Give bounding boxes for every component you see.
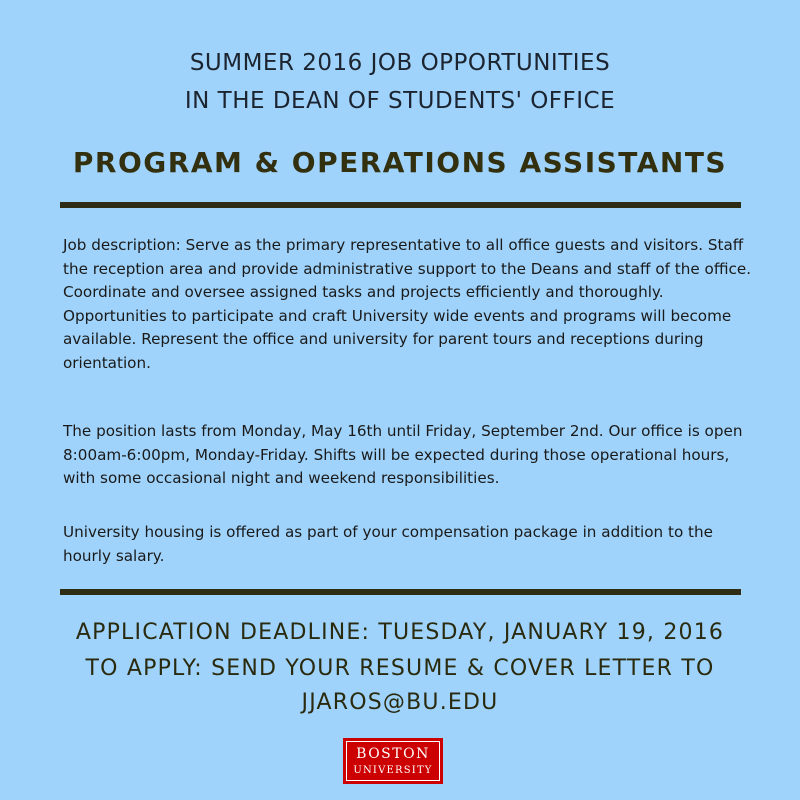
logo-word-university: UNIVERSITY	[353, 765, 433, 776]
contact-email[interactable]: JJAROS@BU.EDU	[301, 690, 499, 715]
bottom-divider	[60, 589, 741, 595]
logo-word-boston: BOSTON	[356, 746, 430, 762]
logo-frame	[346, 741, 440, 781]
schedule-paragraph: The position lasts from Monday, May 16th until Friday, September 2nd. Our office is open 8:00am-6:00pm, Monday-Friday. Shifts will be expected during those operational hours, with some occasional night and weekend responsibilities.	[63, 422, 743, 487]
job-description-paragraph: Job description: Serve as the primary representative to all office guests and visitors. Staff the reception area and provide administrative support to the Deans and staff of the office. Coordinate and oversee assigned tasks and projects efficiently and thoroughly. Opportunities to participate and craft University wide events and programs will become available. Represent the office and university for parent tours and receptions during orientation.	[63, 236, 752, 372]
position-title: PROGRAM & OPERATIONS ASSISTANTS	[72, 146, 728, 179]
application-deadline: APPLICATION DEADLINE: TUESDAY, JANUARY 19, 2016	[75, 620, 725, 645]
apply-instructions: TO APPLY: SEND YOUR RESUME & COVER LETTER TO	[85, 656, 715, 681]
top-divider	[60, 202, 741, 208]
header-line-2: IN THE DEAN OF STUDENTS' OFFICE	[184, 88, 616, 114]
header-line-1: SUMMER 2016 JOB OPPORTUNITIES	[189, 50, 611, 76]
boston-university-logo	[343, 738, 443, 784]
housing-paragraph: University housing is offered as part of your compensation package in addition to the hourly salary.	[63, 523, 713, 565]
